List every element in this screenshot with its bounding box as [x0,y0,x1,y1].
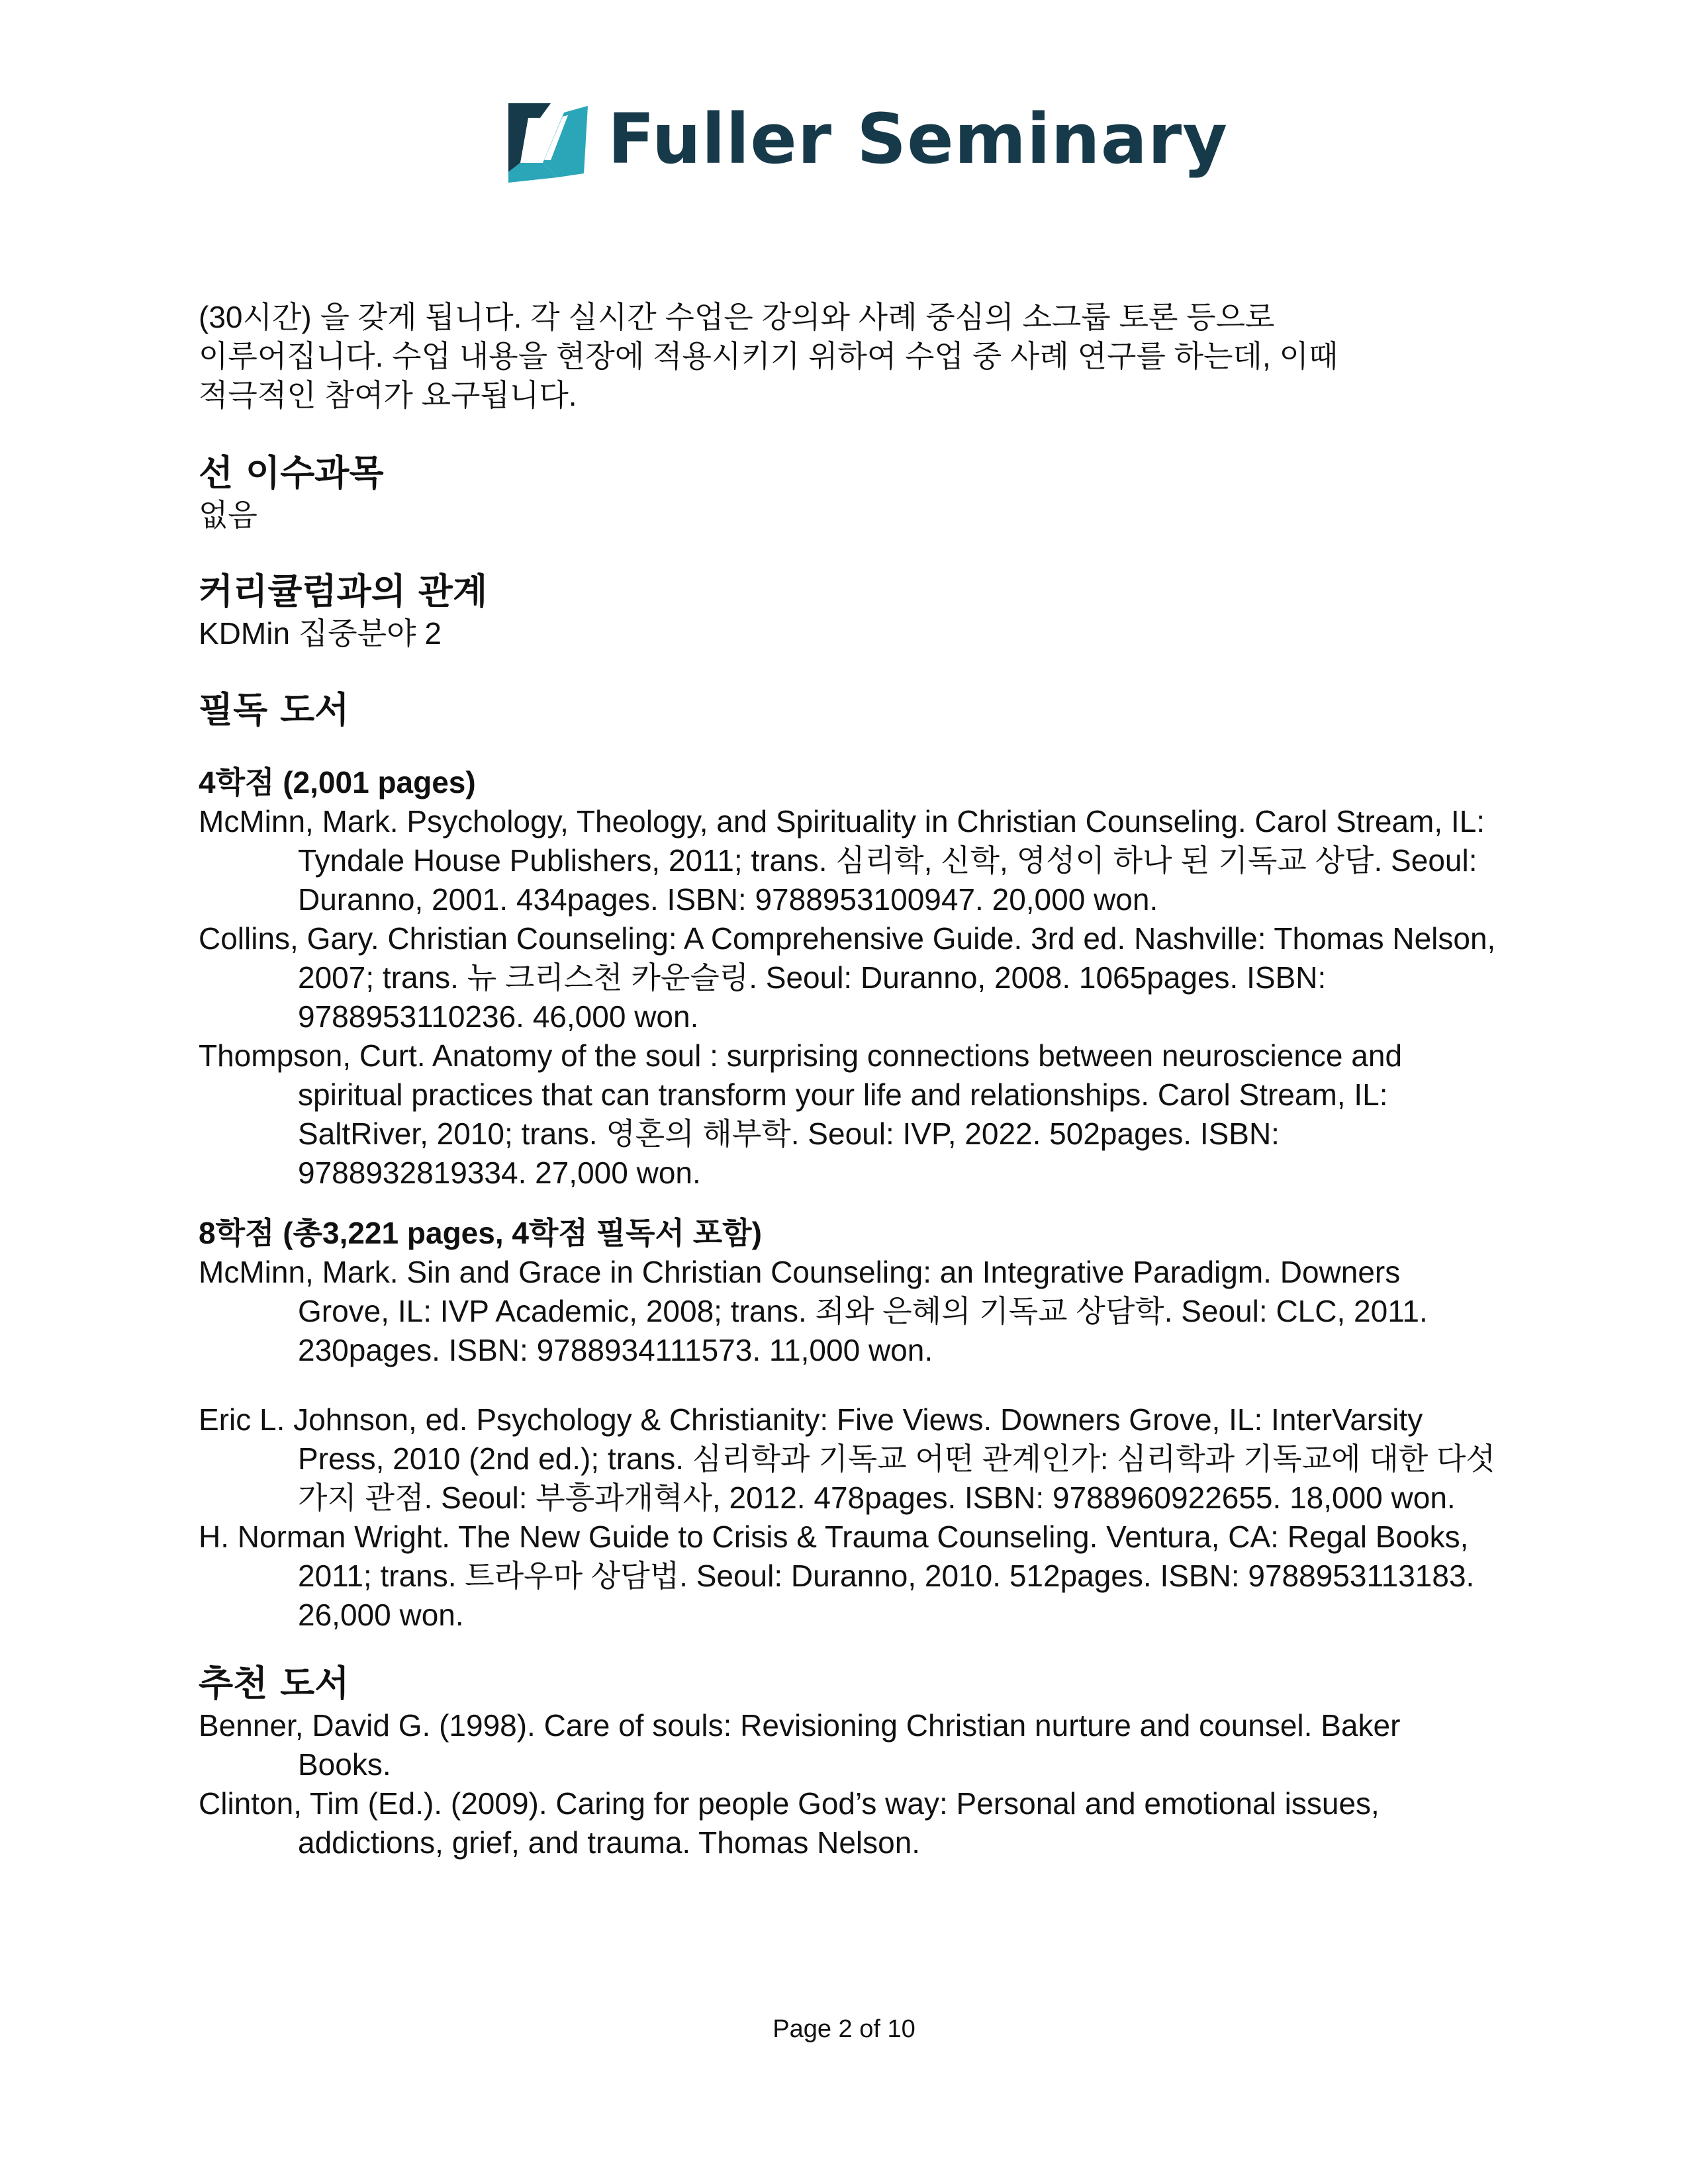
reference-entry: McMinn, Mark. Sin and Grace in Christian Counseling: an Integrative Paradigm. Downers Grove, IL: IVP Academic, 2008; trans. 죄와 은혜의 기독교 상담학. Seoul: CLC, 2011. 230pages. ISBN: 9788934111573. 11,000 won. [199,1255,1428,1367]
page-content [199,298,1496,1862]
four-credit-heading: 4학점 (2,001 pages) [199,765,476,799]
logo-text: Fuller Seminary [608,99,1228,179]
reference-entry: Clinton, Tim (Ed.). (2009). Caring for people God’s way: Personal and emotional issues, addictions, grief, and trauma. Thomas Nelson. [199,1786,1380,1860]
page-number: Page 2 of 10 [773,2015,915,2043]
fuller-seminary-logo [503,93,1228,185]
intro-line: (30시간) 을 갖게 됩니다. 각 실시간 수업은 강의와 사례 중심의 소그룹 토론 등으로 [199,300,1275,334]
prerequisites-body: 없음 [199,498,258,532]
curriculum-heading: 커리큘럼과의 관계 [199,570,488,612]
intro-line: 이루어집니다. 수업 내용을 현장에 적용시키기 위하여 수업 중 사례 연구를 하는데, 이때 [199,339,1338,373]
required-reading-heading: 필독 도서 [199,689,350,731]
reference-entry: Benner, David G. (1998). Care of souls: Revisioning Christian nurture and counsel. Baker Books. [199,1708,1401,1782]
recommended-reading-heading: 추천 도서 [199,1662,350,1704]
reference-entry: McMinn, Mark. Psychology, Theology, and Spirituality in Christian Counseling. Carol Stream, IL: Tyndale House Publishers, 2011; trans. 심리학, 신학, 영성이 하나 된 기독교 상담. Seoul: Duranno, 2001. 434pages. ISBN: 9788953100947. 20,000 won. [199,804,1485,917]
curriculum-body: KDMin 집중분야 2 [199,616,442,651]
eight-credit-heading: 8학점 (총3,221 pages, 4학점 필독서 포함) [199,1216,762,1250]
reference-entry: Eric L. Johnson, ed. Psychology & Christianity: Five Views. Downers Grove, IL: InterVarsity Press, 2010 (2nd ed.); trans. 심리학과 기독교 어떤 관계인가: 심리학과 기독교에 대한 다섯 가지 관점. Seoul: 부흥과개혁사, 2012. 478pages. ISBN: 9788960922655. 18,000 won. [199,1402,1495,1515]
intro-paragraph [199,298,1496,415]
prerequisites-heading: 선 이수과목 [199,452,384,494]
reference-entry: H. Norman Wright. The New Guide to Crisis & Trauma Counseling. Ventura, CA: Regal Books, 2011; trans. 트라우마 상담법. Seoul: Duranno, 2010. 512pages. ISBN: 9788953113183. 26,000 won. [199,1520,1475,1632]
open-book-logo-icon [503,99,589,185]
reference-entry: Thompson, Curt. Anatomy of the soul : surprising connections between neuroscience and spiritual practices that can transform your life and relationships. Carol Stream, IL: SaltRiver, 2010; trans. 영혼의 해부학. Seoul: IVP, 2022. 502pages. ISBN: 9788932819334. 27,000 won. [199,1038,1403,1190]
reference-entry: Collins, Gary. Christian Counseling: A Comprehensive Guide. 3rd ed. Nashville: Thomas Nelson, 2007; trans. 뉴 크리스천 카운슬링. Seoul: Duranno, 2008. 1065pages. ISBN: 9788953110236. 46,000 won. [199,921,1496,1034]
intro-line: 적극적인 참여가 요구됩니다. [199,378,577,412]
